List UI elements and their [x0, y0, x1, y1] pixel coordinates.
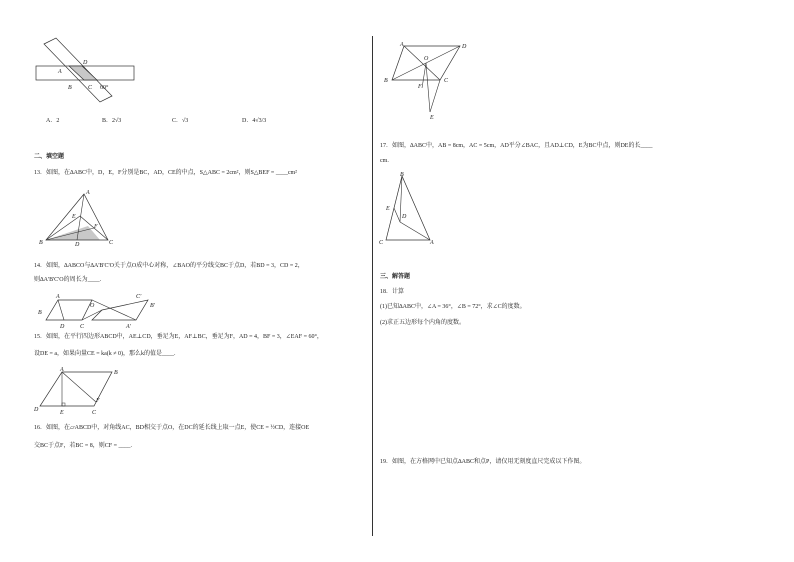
- question-14-line1: 14．如图，∆ABCO与∆A'B'C'O关于点O成中心对称，∠BAO的平分线交BC于点D，若BD = 3，CD = 2，: [34, 263, 304, 269]
- fig-label: D: [60, 324, 65, 330]
- q14-figure: [32, 290, 162, 332]
- fig-label: E: [430, 115, 434, 121]
- question-18-part2: (2)求正五边形每个内角的度数。: [380, 320, 465, 326]
- fig-label: 60°: [100, 85, 109, 91]
- fig-label: B: [68, 85, 72, 91]
- question-16-line2: 交BC于点F，若BC = 8，则CF = ____.: [34, 443, 132, 449]
- fig-label: D: [83, 60, 88, 66]
- question-19: 19．如图，在方格网中已知点∆ABC和点P，请仅用无刻度直尺完成以下作图。: [380, 459, 586, 465]
- fig-label: A: [430, 240, 434, 246]
- fig-label: C: [379, 240, 384, 246]
- fig-label: D: [75, 242, 80, 248]
- question-18: 18．计算: [380, 289, 405, 295]
- question-17-line2: cm.: [380, 158, 389, 164]
- fig-label: B: [38, 310, 42, 316]
- fig-label: F: [94, 224, 98, 230]
- question-18-part1: (1)已知∆ABC中，∠A = 36°，∠B = 72°，求∠C的度数。: [380, 304, 526, 310]
- fig-label: B': [150, 303, 155, 309]
- parallelogram-a-prime: [92, 300, 148, 320]
- fig-label: D: [402, 214, 407, 220]
- fig-label: E: [386, 206, 390, 212]
- parallelogram-abcd: [40, 372, 112, 406]
- fig-label: C: [444, 78, 449, 84]
- fig-label: O: [424, 56, 429, 62]
- fig-label: B: [114, 370, 118, 376]
- fig-label: E: [72, 214, 76, 220]
- fig-label: D: [462, 44, 467, 50]
- overlap-shaded: [69, 66, 97, 80]
- fig-label: C': [136, 294, 142, 300]
- question-13: 13．如图，在∆ABC中，D，E，F分别是BC，AD，CE的中点，S△ABC = 2cm²，则S△BEF = ____cm²: [34, 170, 297, 176]
- q15-figure: [32, 366, 132, 416]
- column-divider: [372, 36, 373, 536]
- fig-label: A: [56, 294, 60, 300]
- fig-label: B: [384, 78, 388, 84]
- triangle-abc: [386, 176, 430, 240]
- fig-label: O: [90, 303, 95, 309]
- fig-label: F: [96, 398, 100, 404]
- fig-label: A: [400, 42, 404, 48]
- choice-a[interactable]: A．2: [46, 118, 60, 124]
- parallelogram-abco: [46, 300, 92, 320]
- fig-label: E: [60, 410, 64, 416]
- q16-figure: [382, 40, 472, 120]
- fig-label: A: [60, 367, 64, 373]
- q13-figure: [36, 188, 116, 248]
- question-14-line2: 则∆A'B'C'O的周长为____.: [34, 277, 102, 283]
- fig-label: A': [126, 324, 131, 330]
- fig-label: B: [400, 172, 404, 178]
- fig-label: C: [80, 324, 85, 330]
- question-16-line1: 16．如图，在▱ABCD中，对角线AC，BD相交于点O，在DC的延长线上取一点E，使CE = ½CD，连接OE: [34, 425, 310, 431]
- question-15-line2: 设DE = a，如果向量CE = ka(k ≠ 0)，那么k的值是____.: [34, 351, 176, 357]
- fig-label: C: [88, 85, 93, 91]
- section-answer-title: 三、解答题: [380, 274, 411, 280]
- fig-label: C: [109, 240, 114, 246]
- q17-figure: [376, 170, 446, 250]
- fig-label: D: [34, 407, 39, 413]
- fig-label: B: [39, 240, 43, 246]
- fig-label: A: [86, 190, 90, 196]
- fig-label: C: [92, 410, 97, 416]
- question-15-line1: 15．如图，在平行四边形ABCD中，AE⊥CD，垂足为E，AF⊥BC，垂足为F，AD = 4，BF = 3，∠EAF = 60°，: [34, 334, 323, 340]
- section-fill-in-title: 二、填空题: [34, 154, 65, 160]
- fig-label: A: [58, 69, 62, 75]
- q12-figure: [30, 36, 150, 98]
- choice-b[interactable]: B．2√3: [102, 118, 122, 124]
- fig-label: F: [418, 84, 422, 90]
- choice-d[interactable]: D．4√3/3: [242, 118, 267, 124]
- question-17-line1: 17．如图，∆ABC中，AB = 8cm，AC = 5cm，AD平分∠BAC，且AD⊥CD，E为BC中点，则DE的长____: [380, 143, 653, 149]
- choice-c[interactable]: C．√3: [172, 118, 189, 124]
